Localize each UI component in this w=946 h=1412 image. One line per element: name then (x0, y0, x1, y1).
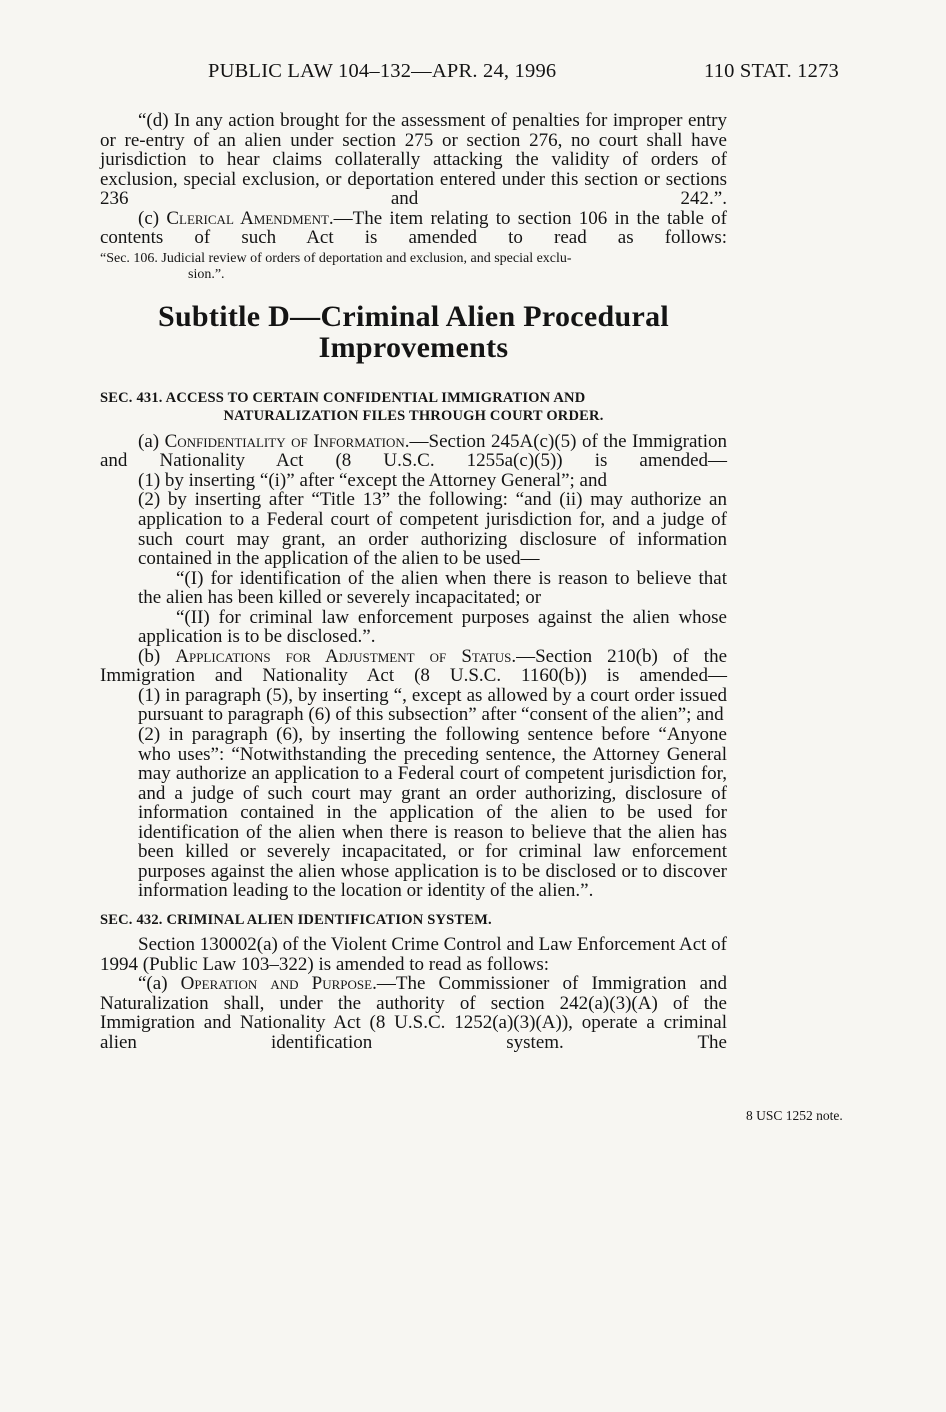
sec431-paragraph-b: (b) Applications for Adjustment of Status.—Section 210(b) of the Immigration and Nationality Act (8 U.S.C. 1160(b)) is amended— (100, 645, 728, 687)
running-header-stat-page: 110 STAT. 1273 (704, 60, 839, 82)
sec432-intro: Section 130002(a) of the Violent Crime Control and Law Enforcement Act of 1994 (Public Law 103–322) is amended to read as follows: (100, 933, 727, 975)
paragraph-c: (c) Clerical Amendment.—The item relating to section 106 in the table of contents of such Act is amended to read as follows: (100, 207, 727, 249)
sec431-a-2-II: “(II) for criminal law enforcement purposes against the alien whose application is to be disclosed.”. (138, 606, 727, 648)
subtitle-heading: Subtitle D—Criminal Alien Procedural Improvements (157, 299, 670, 364)
toc-entry: “Sec. 106. Judicial review of orders of deportation and exclusion, and special exclu- (100, 250, 572, 266)
sec431-a-1: (1) by inserting “(i)” after “except the Attorney General”; and (138, 469, 607, 491)
running-header-title: PUBLIC LAW 104–132—APR. 24, 1996 (208, 60, 557, 82)
caption-clerical-amendment: Clerical Amendment (166, 207, 329, 229)
caption-applications: Applications for Adjustment of Status (175, 645, 512, 667)
sec432-paragraph-a: “(a) Operation and Purpose.—The Commissioner of Immigration and Naturalization shall, under the authority of section 242(a)(3)(A) of the Immigration and Nationality Act (8 U.S.C. 1252(a)(3)(A)), operate a criminal alien identification system. The (100, 973, 728, 1053)
section-432-heading: SEC. 432. CRIMINAL ALIEN IDENTIFICATION SYSTEM. (100, 911, 492, 928)
caption-confidentiality: Confidentiality of Information (164, 430, 405, 452)
sec431-a-2: (2) by inserting after “Title 13” the following: “and (ii) may authorize an application to a Federal court of competent jurisdiction for, and a judge of such court may grant, an order authorizing disclosure of information contained in the application of the alien to be used— (138, 489, 727, 570)
sec431-a-2-I: “(I) for identification of the alien when there is reason to believe that the alien has been killed or severely incapacitated; or (138, 567, 727, 609)
toc-entry-continued: sion.”. (188, 266, 225, 282)
section-431-heading: SEC. 431. ACCESS TO CERTAIN CONFIDENTIAL IMMIGRATION AND (100, 389, 586, 406)
caption-operation-purpose: Operation and Purpose (180, 973, 373, 995)
margin-note: 8 USC 1252 note. (746, 1108, 843, 1123)
body-column-top (100, 111, 727, 1052)
section-431-heading-continued: NATURALIZATION FILES THROUGH COURT ORDER. (223, 407, 604, 424)
sec431-b-2: (2) in paragraph (6), by inserting the following sentence before “Anyone who uses”: “Notwithstanding the preceding sentence, the Attorney General may authorize an application to a Federal court of competent jurisdiction for, and a judge of such court may grant an order authorizing, disclosure of information contained in the application of the alien to be used for identification of the alien when there is reason to believe that the alien has been killed or severely incapacitated, or for criminal law enforcement purposes against the alien whose application is to be disclosed or to discover information leading to the location or identity of the alien.”. (138, 724, 727, 902)
sec431-b-1: (1) in paragraph (5), by inserting “, except as allowed by a court order issued pursuant to paragraph (6) of this subsection” after “consent of the alien”; and (138, 684, 727, 726)
paragraph-d: “(d) In any action brought for the assessment of penalties for improper entry or re-entry of an alien under section 275 or section 276, no court shall have jurisdiction to hear claims collaterally attacking the validity of orders of exclusion, special exclusion, or deportation entered under this section or sections 236 and 242.”. (100, 110, 727, 210)
sec431-paragraph-a: (a) Confidentiality of Information.—Section 245A(c)(5) of the Immigration and Nationality Act (8 U.S.C. 1255a(c)(5)) is amended— (100, 430, 727, 472)
